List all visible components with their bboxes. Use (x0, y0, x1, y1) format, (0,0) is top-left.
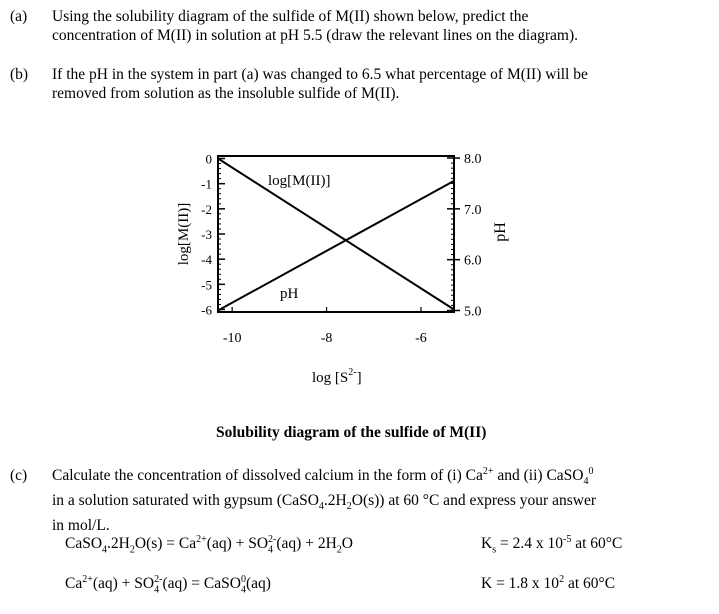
reaction-1-constant: $K_s = 2.4$ x $10^{-5}$ at 60°C (481, 534, 623, 556)
question-b-label: (b) (10, 66, 29, 83)
question-c-line2: in a solution saturated with gypsum $(CaSO_4.2H_2O(s))$ at 60 °C and express your answer (52, 492, 596, 513)
series-line-logM (218, 159, 454, 310)
question-c-line3: in mol/L. (52, 517, 110, 535)
left-tick-label: -2 (201, 201, 212, 217)
chart-caption: Solubility diagram of the sulfide of M(II) (216, 424, 487, 441)
right-tick-label: 8.0 (464, 152, 482, 168)
left-tick-label: 0 (205, 151, 212, 167)
left-tick-label: -1 (201, 176, 212, 192)
x-axis-label: $\log [S^{2-}]$ (312, 367, 362, 386)
y-axis-right-label: pH (492, 222, 509, 242)
question-b-line2: removed from solution as the insoluble sulfide of M(II). (52, 85, 400, 102)
question-c-line1: Calculate the concentration of dissolved calcium in the form of (i) $Ca^{2+}$ and (ii) CaSO$_4^0$ (52, 466, 594, 488)
left-axis-ticks (201, 152, 225, 318)
x-tick-label: -8 (320, 331, 333, 346)
reaction-2-equation: $Ca^{2+}(aq) + SO_4^{2-}(aq)$ = CaSO$_4^0$(aq) (65, 574, 271, 596)
x-tick-label: -10 (222, 331, 242, 346)
chart-series (218, 159, 454, 311)
right-tick-label: 5.0 (464, 304, 482, 320)
question-b-line1: If the pH in the system in part (a) was changed to 6.5 what percentage of M(II) will be (52, 66, 588, 83)
series-label-pH: pH (280, 286, 299, 302)
reaction-2-constant: K = 1.8 x $10^2$ at 60°C (481, 574, 616, 593)
right-axis-ticks (447, 152, 482, 319)
question-a-line2: concentration of M(II) in solution at pH 5.5 (draw the relevant lines on the diagram). (52, 27, 578, 44)
series-label-logM: log[M(II)] (268, 173, 331, 189)
left-tick-label: -3 (201, 227, 212, 242)
left-tick-label: -4 (201, 252, 212, 268)
reaction-1-equation: $CaSO_4.2H_2O(s) = Ca^{2+}(aq) + SO_4^{2-}(aq) + 2H_2O$ (65, 534, 353, 556)
y-axis-left-label: log[M(II)] (176, 202, 192, 266)
x-tick-label: -6 (415, 331, 427, 346)
series-line-pH (218, 181, 454, 311)
right-tick-label: 7.0 (464, 202, 482, 218)
question-a-label: (a) (10, 8, 28, 25)
question-a-line1: Using the solubility diagram of the sulfide of M(II) shown below, predict the (52, 8, 529, 25)
right-tick-label: 6.0 (464, 253, 482, 269)
left-tick-label: -6 (201, 302, 212, 318)
question-c-label: (c) (10, 467, 28, 485)
question-c (10, 462, 710, 535)
left-tick-label: -5 (201, 277, 212, 293)
